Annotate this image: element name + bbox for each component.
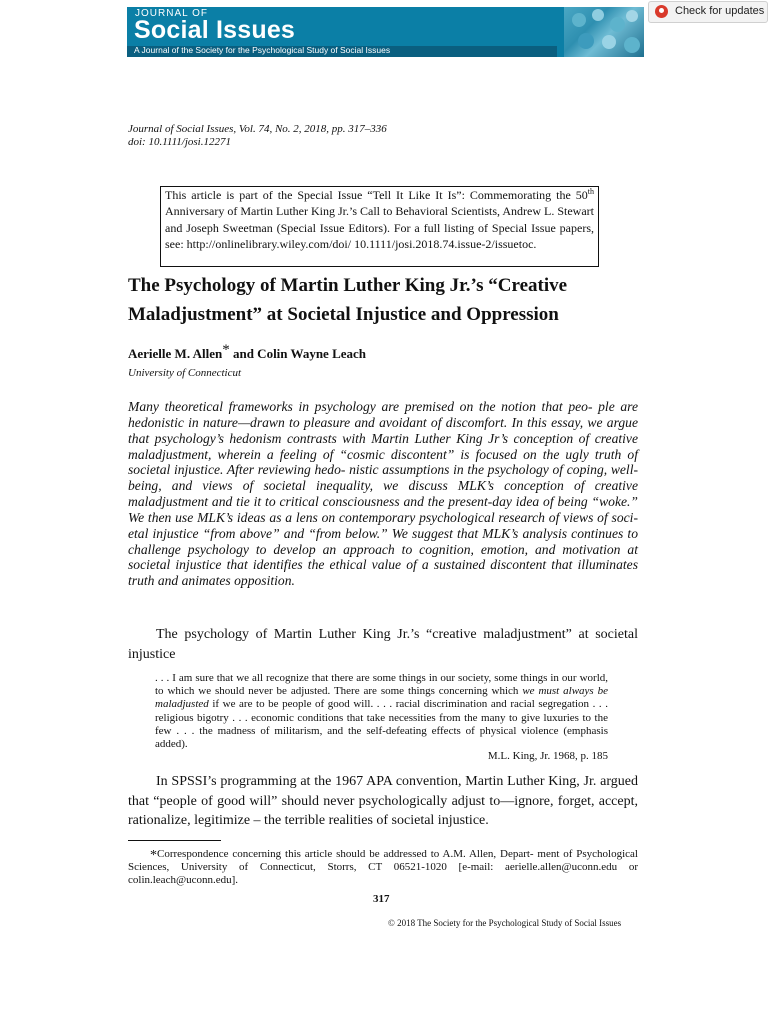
citation-line: Journal of Social Issues, Vol. 74, No. 2, 2018, pp. 317–336 (128, 123, 387, 135)
block-quote (155, 672, 608, 751)
journal-subtitle: A Journal of the Society for the Psychological Study of Social Issues (134, 45, 391, 55)
check-for-updates-label: Check for updates (675, 5, 765, 17)
doi-line: doi: 10.1111/josi.12271 (128, 136, 231, 148)
page-number: 317 (373, 893, 390, 905)
special-issue-sup: th (587, 187, 594, 196)
quote-text-b: if we are to be people of good will. . . . racial discrimination and racial segregation . . . religious bigotry . . . economic conditions that take necessities from the many to give luxuries to the few . . . the madness of militarism, and the self-defeating effects of physical violence (emphasis added). (155, 698, 608, 751)
journal-name: Social Issues (134, 16, 296, 44)
authors (128, 342, 367, 363)
quote-attribution: M.L. King, Jr. 1968, p. 185 (487, 750, 608, 762)
footnote (128, 847, 638, 887)
intro-paragraph: The psychology of Martin Luther King Jr.’s “creative maladjustment” at societal injustice (128, 627, 638, 662)
footnote-text: Correspondence concerning this article should be addressed to A.M. Allen, Depart- ment of Psychological Sciences, University of Connecticut, Storrs, CT 06521-1020 [e-mail: aerielle.allen@uconn.edu or colin.leach@uconn.edu]. (128, 848, 638, 886)
author-rest: and Colin Wayne Leach (229, 346, 367, 361)
special-issue-text-a: This article is part of the Special Issue “Tell It Like It Is”: Commemorating the 50 (165, 188, 588, 202)
body-paragraph: In SPSSI’s programming at the 1967 APA convention, Martin Luther King, Jr. argued that “people of good will” should never psychologically adjust to—ignore, forget, accept, rationalize, legitimize – the terrible realities of societal injustice. (128, 774, 638, 828)
check-for-updates-button[interactable] (648, 1, 768, 23)
crossmark-icon (655, 5, 668, 18)
footnote-marker: * (150, 848, 157, 863)
article-title: The Psychology of Martin Luther King Jr.’s “Creative Maladjustment” at Societal Injustice and Oppression (128, 275, 568, 325)
author-first: Aerielle M. Allen (128, 346, 223, 361)
journal-banner (127, 7, 644, 57)
quote-text-a: . . . I am sure that we all recognize that there are some things in our society, some things in our world, to which we should never be adjusted. There are some things concerning which (155, 672, 608, 698)
quote-emphasis: we must always be maladjusted (155, 685, 608, 711)
footnote-divider (128, 840, 221, 841)
special-issue-note (160, 186, 599, 267)
banner-photo (564, 7, 644, 57)
special-issue-text-b: Anniversary of Martin Luther King Jr.’s Call to Behavioral Scientists, Andrew L. Stewart and Joseph Sweetman (Special Issue Editors). For a full listing of Special Issue papers, see: http://onlinelibrary.wiley.com/doi/ 10.1111/josi.2018.74.issue-2/issuetoc. (165, 204, 594, 251)
author-footnote-marker: * (222, 342, 230, 358)
abstract: Many theoretical frameworks in psychology are premised on the notion that peo- ple are hedonistic in nature—drawn to pleasure and avoidant of discomfort. In this essay, we argue that psychology’s hedonism contrasts with Martin Luther King Jr’s conception of creative maladjustment, wherein a feeling of “cosmic discontent” is focused on the ugly truth of societal injustice. After reviewing hedo- nistic assumptions in the psychology of coping, well-being, and views of societal inequality, we discuss MLK’s conception of creative maladjustment and tie it to critical consciousness and the present-day idea of being “woke.” We then use MLK’s ideas as a lens on contemporary psychological research of views of soci- etal injustice “from above” and “from below.” We suggest that MLK’s analysis continues to challenge psychology to develop an approach to cognition, emotion, and motivation at societal injustice that identifies the ethical value of a sustained discontent that illuminates truth and animates opposition. (128, 399, 638, 589)
journal-subtitle-bar (127, 46, 557, 57)
copyright: © 2018 The Society for the Psychological Study of Social Issues (388, 918, 622, 928)
journal-prefix: JOURNAL OF (135, 8, 208, 19)
affiliation: University of Connecticut (128, 367, 242, 379)
